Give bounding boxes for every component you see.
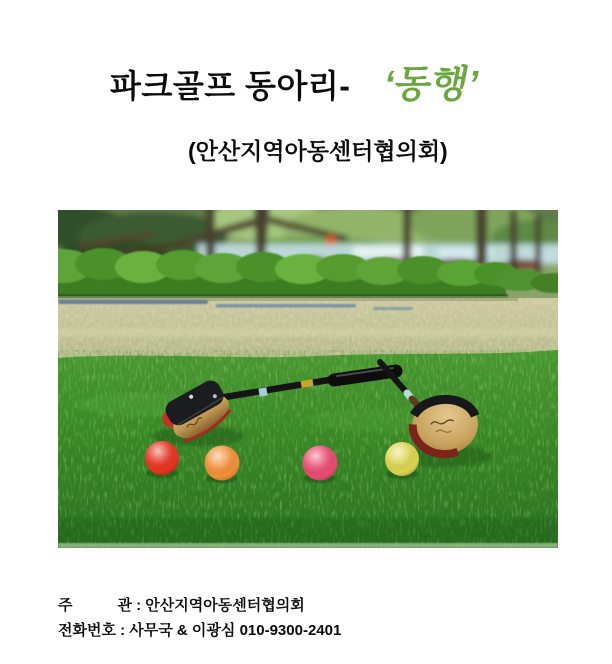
ball-red <box>145 441 179 478</box>
page-title: 파크골프 동아리- <box>110 68 351 104</box>
page-subtitle: (안산지역아동센터협의회) <box>188 138 448 164</box>
park-golf-photo <box>58 210 558 548</box>
ball-orange <box>205 446 240 484</box>
ball-yellow <box>385 442 419 479</box>
blue-hose-line <box>58 300 208 304</box>
orange-marker <box>326 235 336 245</box>
page-title-accent: ‘동행’ <box>380 64 483 106</box>
ball-pink <box>303 446 338 484</box>
shaft-band-blue <box>258 387 267 396</box>
phone-line: 전화번호 : 사무국 & 이광심 010-9300-2401 <box>58 622 342 639</box>
photo-svg <box>58 210 558 548</box>
organizer-line: 주 관 : 안산지역아동센터협의회 <box>58 597 305 614</box>
